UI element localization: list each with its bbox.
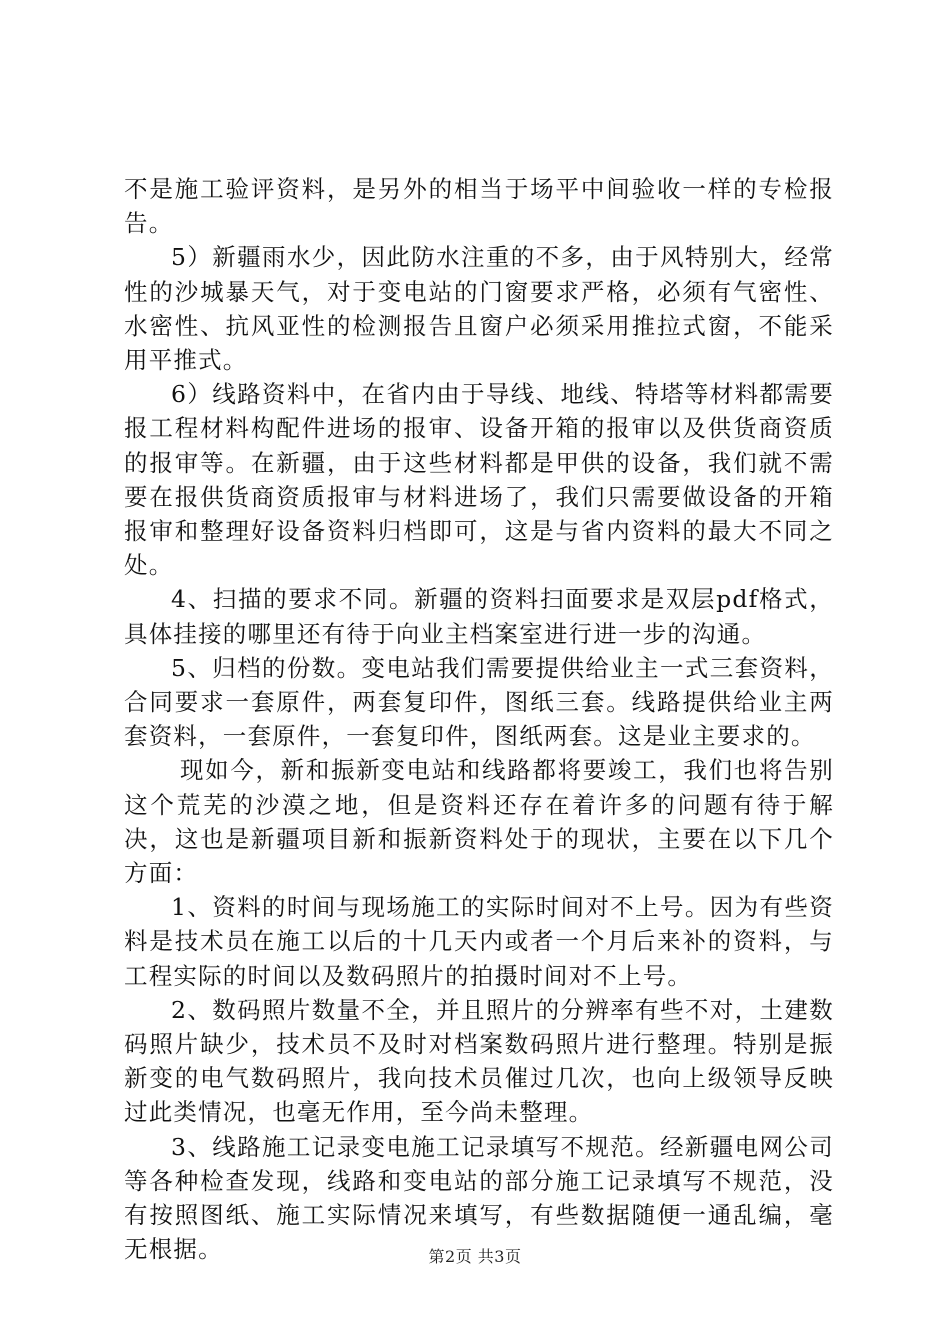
paragraph-continuation: 不是施工验评资料，是另外的相当于场平中间验收一样的专检报告。 (124, 175, 834, 238)
paragraph-item-5-archive-copies: 5、归档的份数。变电站我们需要提供给业主一式三套资料，合同要求一套原件，两套复印件，图纸三套。线路提供给业主两套资料，一套原件，一套复印件，图纸两套。这是业主要求的。 (124, 653, 834, 751)
paragraph-item-5-weather: 5）新疆雨水少，因此防水注重的不多，由于风特别大，经常性的沙城暴天气，对于变电站的门窗要求严格，必须有气密性、水密性、抗风亚性的检测报告且窗户必须采用推拉式窗，不能采用平推式。 (124, 243, 834, 375)
page-number-footer: 第2页 共3页 (428, 1247, 522, 1266)
paragraph-item-4-scanning: 4、扫描的要求不同。新疆的资料扫面要求是双层pdf格式，具体挂接的哪里还有待于向业主档案室进行进一步的沟通。 (124, 585, 834, 648)
paragraph-current-status: 现如今，新和振新变电站和线路都将要竣工，我们也将告别这个荒芜的沙漠之地，但是资料还存在着许多的问题有待于解决，这也是新疆项目新和振新资料处于的现状，主要在以下几个方面： (124, 756, 834, 888)
document-body (124, 172, 834, 1267)
paragraph-issue-2-photos: 2、数码照片数量不全，并且照片的分辨率有些不对，土建数码照片缺少，技术员不及时对档案数码照片进行整理。特别是振新变的电气数码照片，我向技术员催过几次，也向上级领导反映过此类情况，也毫无作用，至今尚未整理。 (124, 995, 834, 1127)
paragraph-issue-3-records: 3、线路施工记录变电施工记录填写不规范。经新疆电网公司等各种检查发现，线路和变电站的部分施工记录填写不规范，没有按照图纸、施工实际情况来填写，有些数据随便一通乱编，毫无根据。 (124, 1132, 834, 1264)
paragraph-issue-1-time-mismatch: 1、资料的时间与现场施工的实际时间对不上号。因为有些资料是技术员在施工以后的十几天内或者一个月后来补的资料，与工程实际的时间以及数码照片的拍摄时间对不上号。 (124, 893, 834, 990)
paragraph-item-6-line-materials: 6）线路资料中，在省内由于导线、地线、特塔等材料都需要报工程材料构配件进场的报审、设备开箱的报审以及供货商资质的报审等。在新疆，由于这些材料都是甲供的设备，我们就不需要在报供货商资质报审与材料进场了，我们只需要做设备的开箱报审和整理好设备资料归档即可，这是与省内资料的最大不同之处。 (124, 380, 834, 580)
